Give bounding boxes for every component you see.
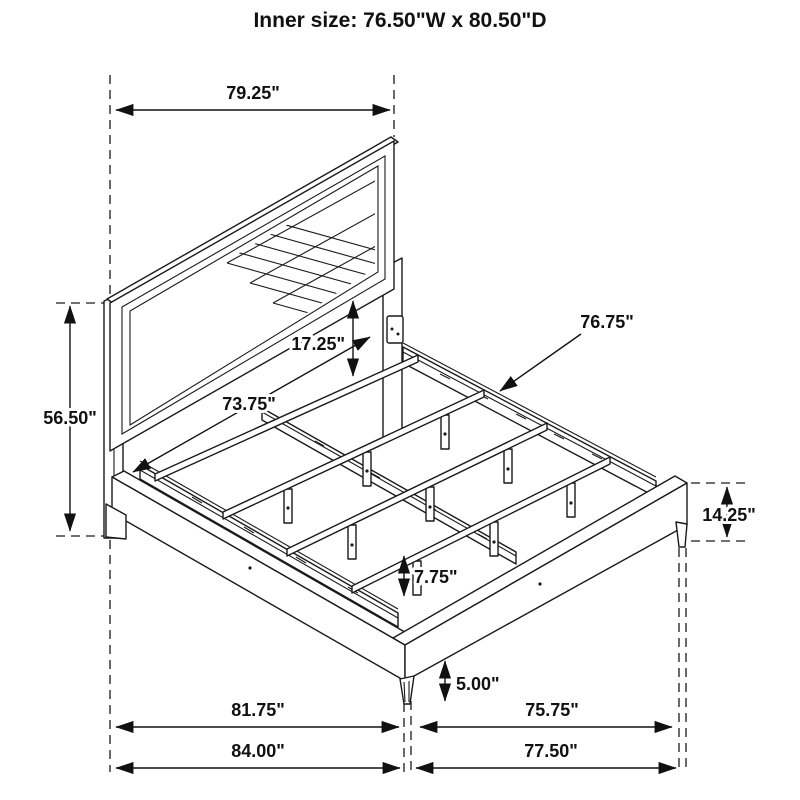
rail-screw-a	[248, 566, 251, 569]
dim-overall-depth	[116, 741, 400, 768]
diagram-title: Inner size: 76.50"W x 80.50"D	[253, 9, 547, 32]
dim-side-rail-height	[702, 487, 756, 537]
dim-label-slat-leg-height: 7.75"	[414, 567, 458, 587]
slat-leg	[490, 522, 498, 556]
dim-headboard-height	[43, 306, 97, 531]
slat-leg	[284, 489, 292, 523]
right-corner-leg	[676, 522, 687, 547]
slat-leg	[504, 449, 512, 483]
dim-label-footboard-clearance: 5.00"	[456, 674, 500, 694]
left-rail-outer-face	[112, 477, 405, 681]
dim-label-overall-front-width: 77.50"	[524, 741, 578, 761]
bracket-screw-b	[397, 333, 400, 336]
slat-leg	[426, 487, 434, 521]
rail-bracket	[387, 316, 403, 343]
dim-label-side-rail-length: 76.75"	[580, 312, 634, 332]
dim-label-inner-depth: 81.75"	[231, 700, 285, 720]
slat-leg	[567, 483, 575, 517]
slat-leg	[348, 525, 356, 559]
dim-label-inner-rail-length: 73.75"	[222, 394, 276, 414]
dim-inner-depth	[116, 700, 399, 727]
dim-label-headboard-width: 79.25"	[226, 83, 280, 103]
slat-leg	[363, 452, 371, 486]
slat-2	[287, 423, 547, 559]
bracket-screw-a	[391, 328, 394, 331]
front-corner-leg	[400, 676, 414, 704]
dim-label-headboard-height: 56.50"	[43, 408, 97, 428]
dim-footboard-clearance	[445, 661, 500, 701]
dim-overall-front-width	[416, 741, 676, 768]
dim-label-side-rail-height: 14.25"	[702, 505, 756, 525]
dim-label-panel-height: 17.25"	[291, 334, 345, 354]
dim-side-rail-length	[500, 312, 634, 391]
dim-label-inner-front-width: 75.75"	[525, 700, 579, 720]
dim-inner-front-width	[420, 700, 672, 727]
dim-headboard-width	[116, 83, 390, 110]
dim-label-overall-depth: 84.00"	[231, 741, 285, 761]
rail-screw-b	[538, 582, 541, 585]
slat-leg	[441, 415, 449, 449]
foot-rail-top-face	[393, 476, 687, 645]
